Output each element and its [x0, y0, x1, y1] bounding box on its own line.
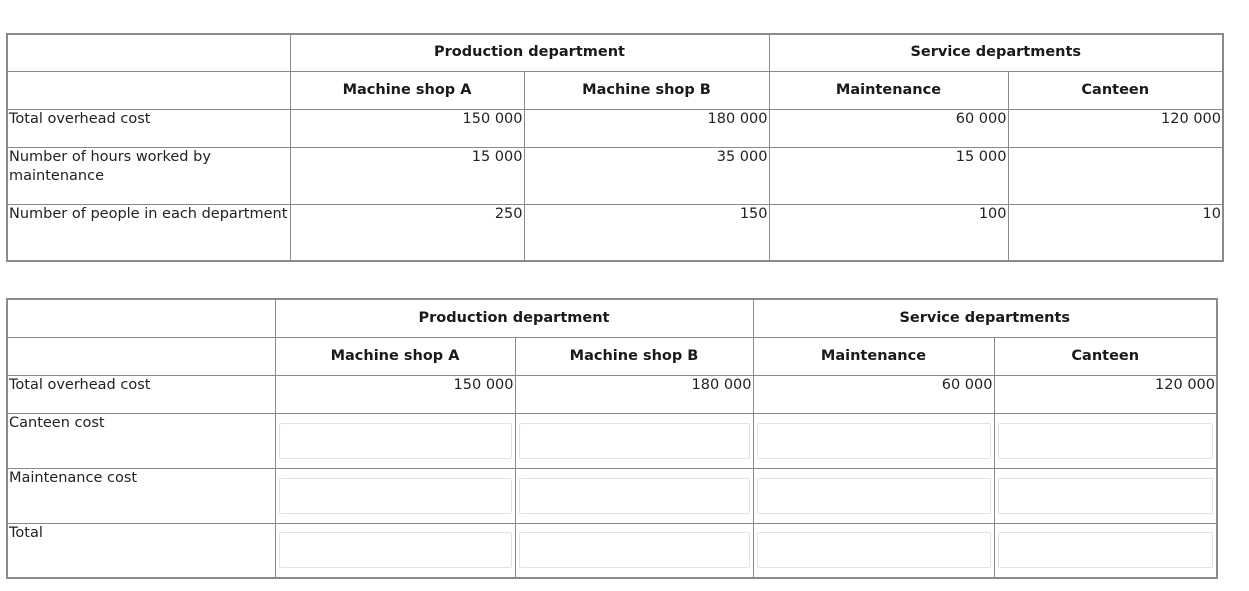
- maintenance-cost-machine-shop-a-cell: [275, 468, 515, 523]
- total-machine-shop-b-input[interactable]: [519, 532, 750, 568]
- maintenance-cost-maintenance-cell: [753, 468, 994, 523]
- maintenance-cost-machine-shop-b-cell: [515, 468, 753, 523]
- corner-cell: [7, 34, 290, 71]
- group-header-row: [7, 299, 1217, 337]
- group-header-row: [7, 34, 1223, 71]
- people-machine-shop-a: 250: [290, 204, 524, 261]
- overhead-canteen: 120 000: [994, 375, 1217, 413]
- maintenance-cost-canteen-input[interactable]: [998, 478, 1214, 514]
- table-row: [7, 413, 1217, 468]
- table-row: [7, 375, 1217, 413]
- machine-shop-b-header: Machine shop B: [515, 337, 753, 375]
- production-department-header: Production department: [290, 34, 769, 71]
- machine-shop-a-header: Machine shop A: [275, 337, 515, 375]
- people-machine-shop-b: 150: [524, 204, 769, 261]
- row-label-total-overhead: Total overhead cost: [7, 109, 290, 147]
- table-row: [7, 523, 1217, 578]
- canteen-cost-machine-shop-a-input[interactable]: [279, 423, 512, 459]
- canteen-header: Canteen: [994, 337, 1217, 375]
- row-label-total-overhead: Total overhead cost: [7, 375, 275, 413]
- canteen-cost-machine-shop-b-input[interactable]: [519, 423, 750, 459]
- overhead-machine-shop-b: 180 000: [515, 375, 753, 413]
- column-header-row: [7, 71, 1223, 109]
- total-canteen-input[interactable]: [998, 532, 1214, 568]
- people-canteen: 10: [1008, 204, 1223, 261]
- service-departments-header: Service departments: [769, 34, 1223, 71]
- corner-cell: [7, 299, 275, 337]
- total-machine-shop-a-input[interactable]: [279, 532, 512, 568]
- maintenance-cost-machine-shop-b-input[interactable]: [519, 478, 750, 514]
- row-label-hours-worked: Number of hours worked by maintenance: [7, 147, 290, 204]
- service-departments-header: Service departments: [753, 299, 1217, 337]
- table-row: [7, 468, 1217, 523]
- maintenance-cost-maintenance-input[interactable]: [757, 478, 991, 514]
- cost-allocation-table: [6, 298, 1218, 579]
- total-machine-shop-b-cell: [515, 523, 753, 578]
- row-label-canteen-cost: Canteen cost: [7, 413, 275, 468]
- total-maintenance-input[interactable]: [757, 532, 991, 568]
- overhead-maintenance: 60 000: [753, 375, 994, 413]
- canteen-cost-canteen-input[interactable]: [998, 423, 1214, 459]
- total-canteen-cell: [994, 523, 1217, 578]
- machine-shop-b-header: Machine shop B: [524, 71, 769, 109]
- department-data-table: [6, 33, 1224, 262]
- overhead-canteen: 120 000: [1008, 109, 1223, 147]
- corner-cell: [7, 337, 275, 375]
- canteen-cost-maintenance-cell: [753, 413, 994, 468]
- row-label-people: Number of people in each department: [7, 204, 290, 261]
- hours-maintenance: 15 000: [769, 147, 1008, 204]
- hours-canteen: [1008, 147, 1223, 204]
- people-maintenance: 100: [769, 204, 1008, 261]
- canteen-cost-maintenance-input[interactable]: [757, 423, 991, 459]
- canteen-header: Canteen: [1008, 71, 1223, 109]
- hours-machine-shop-b: 35 000: [524, 147, 769, 204]
- table-row: [7, 147, 1223, 204]
- maintenance-cost-machine-shop-a-input[interactable]: [279, 478, 512, 514]
- overhead-maintenance: 60 000: [769, 109, 1008, 147]
- maintenance-header: Maintenance: [753, 337, 994, 375]
- column-header-row: [7, 337, 1217, 375]
- production-department-header: Production department: [275, 299, 753, 337]
- table-row: [7, 109, 1223, 147]
- maintenance-cost-canteen-cell: [994, 468, 1217, 523]
- total-machine-shop-a-cell: [275, 523, 515, 578]
- machine-shop-a-header: Machine shop A: [290, 71, 524, 109]
- overhead-machine-shop-b: 180 000: [524, 109, 769, 147]
- overhead-machine-shop-a: 150 000: [275, 375, 515, 413]
- table-row: [7, 204, 1223, 261]
- maintenance-header: Maintenance: [769, 71, 1008, 109]
- canteen-cost-canteen-cell: [994, 413, 1217, 468]
- canteen-cost-machine-shop-b-cell: [515, 413, 753, 468]
- row-label-maintenance-cost: Maintenance cost: [7, 468, 275, 523]
- total-maintenance-cell: [753, 523, 994, 578]
- corner-cell: [7, 71, 290, 109]
- row-label-total: Total: [7, 523, 275, 578]
- hours-machine-shop-a: 15 000: [290, 147, 524, 204]
- canteen-cost-machine-shop-a-cell: [275, 413, 515, 468]
- overhead-machine-shop-a: 150 000: [290, 109, 524, 147]
